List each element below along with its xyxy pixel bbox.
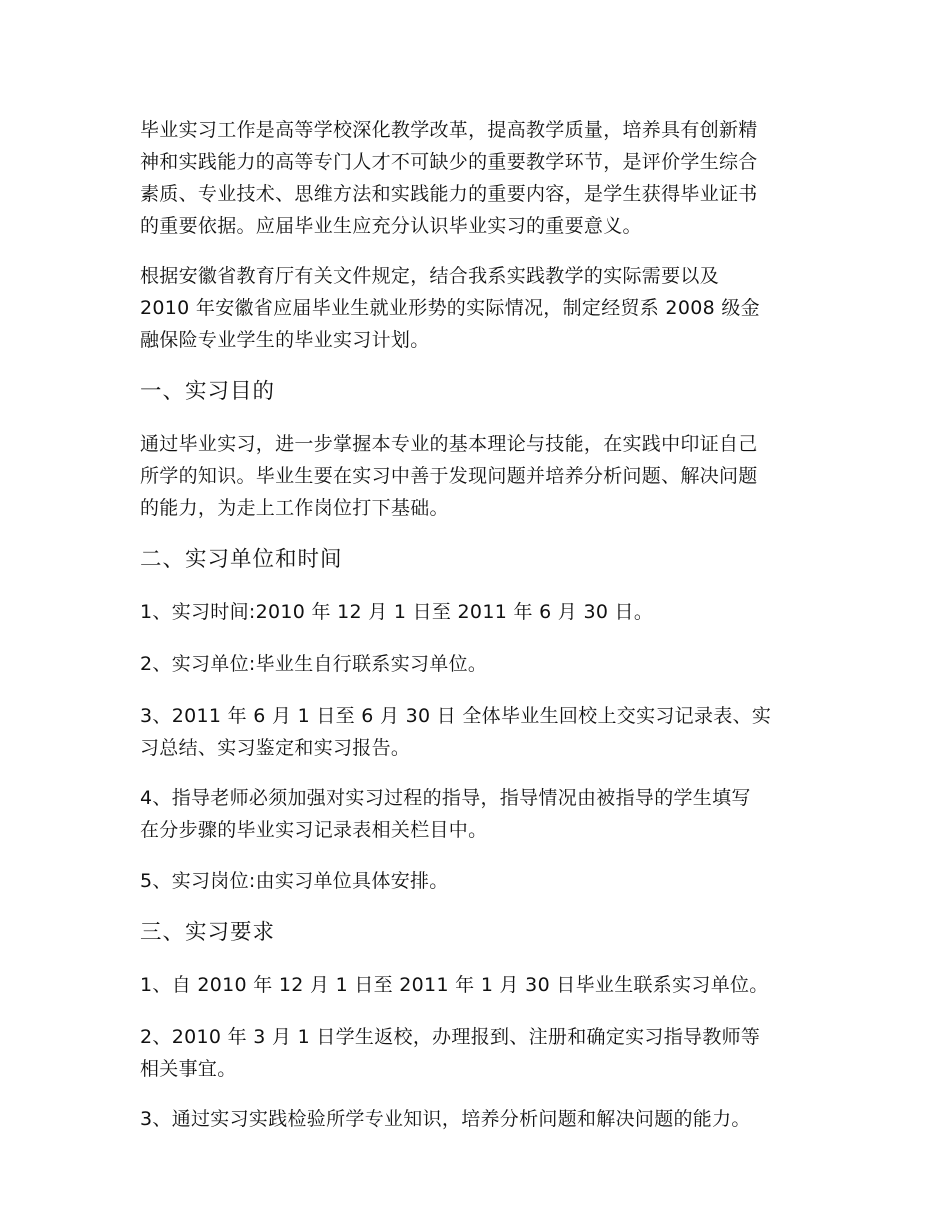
text-line: 4、指导老师必须加强对实习过程的指导，指导情况由被指导的学生填写 bbox=[140, 787, 751, 809]
list-item bbox=[140, 969, 815, 1001]
section-heading-units-time: 二、实习单位和时间 bbox=[140, 547, 343, 572]
purpose-paragraph bbox=[140, 428, 815, 524]
list-item bbox=[140, 1103, 815, 1135]
text-line: 相关事宜。 bbox=[140, 1058, 237, 1080]
section-heading-purpose: 一、实习目的 bbox=[140, 379, 276, 404]
text-line: 融保险专业学生的毕业实习计划。 bbox=[140, 329, 430, 351]
text-line: 2、实习单位:毕业生自行联系实习单位。 bbox=[140, 653, 488, 675]
text-line: 素质、专业技术、思维方法和实践能力的重要内容，是学生获得毕业证书 bbox=[140, 183, 758, 205]
list-item bbox=[140, 700, 815, 764]
text-line: 在分步骤的毕业实习记录表相关栏目中。 bbox=[140, 819, 488, 841]
text-line: 通过毕业实习，进一步掌握本专业的基本理论与技能，在实践中印证自己 bbox=[140, 433, 758, 455]
text-line: 1、自 2010 年 12 月 1 日至 2011 年 1 月 30 日毕业生联系实习单位。 bbox=[140, 974, 769, 996]
text-line: 的能力，为走上工作岗位打下基础。 bbox=[140, 497, 449, 519]
section-heading-requirements: 三、实习要求 bbox=[140, 920, 276, 945]
text-line: 所学的知识。毕业生要在实习中善于发现问题并培养分析问题、解决问题 bbox=[140, 465, 758, 487]
text-line: 3、通过实习实践检验所学专业知识，培养分析问题和解决问题的能力。 bbox=[140, 1108, 751, 1130]
text-line: 2010 年安徽省应届毕业生就业形势的实际情况，制定经贸系 2008 级金 bbox=[140, 297, 760, 319]
text-line: 5、实习岗位:由实习单位具体安排。 bbox=[140, 870, 449, 892]
list-item bbox=[140, 1021, 815, 1085]
text-line: 毕业实习工作是高等学校深化教学改革，提高教学质量，培养具有创新精 bbox=[140, 119, 758, 141]
list-item bbox=[140, 648, 815, 680]
intro-paragraph-2 bbox=[140, 260, 815, 356]
text-line: 3、2011 年 6 月 1 日至 6 月 30 日 全体毕业生回校上交实习记录表、实 bbox=[140, 705, 772, 727]
text-line: 的重要依据。应届毕业生应充分认识毕业实习的重要意义。 bbox=[140, 215, 642, 237]
text-line: 根据安徽省教育厅有关文件规定，结合我系实践教学的实际需要以及 bbox=[140, 265, 720, 287]
document-page bbox=[140, 114, 815, 1135]
text-line: 习总结、实习鉴定和实习报告。 bbox=[140, 737, 411, 759]
list-item bbox=[140, 596, 815, 628]
text-line: 神和实践能力的高等专门人才不可缺少的重要教学环节，是评价学生综合 bbox=[140, 151, 758, 173]
list-item bbox=[140, 865, 815, 897]
list-item bbox=[140, 782, 815, 846]
intro-paragraph-1 bbox=[140, 114, 815, 242]
text-line: 1、实习时间:2010 年 12 月 1 日至 2011 年 6 月 30 日。 bbox=[140, 601, 654, 623]
text-line: 2、2010 年 3 月 1 日学生返校，办理报到、注册和确定实习指导教师等 bbox=[140, 1026, 761, 1048]
